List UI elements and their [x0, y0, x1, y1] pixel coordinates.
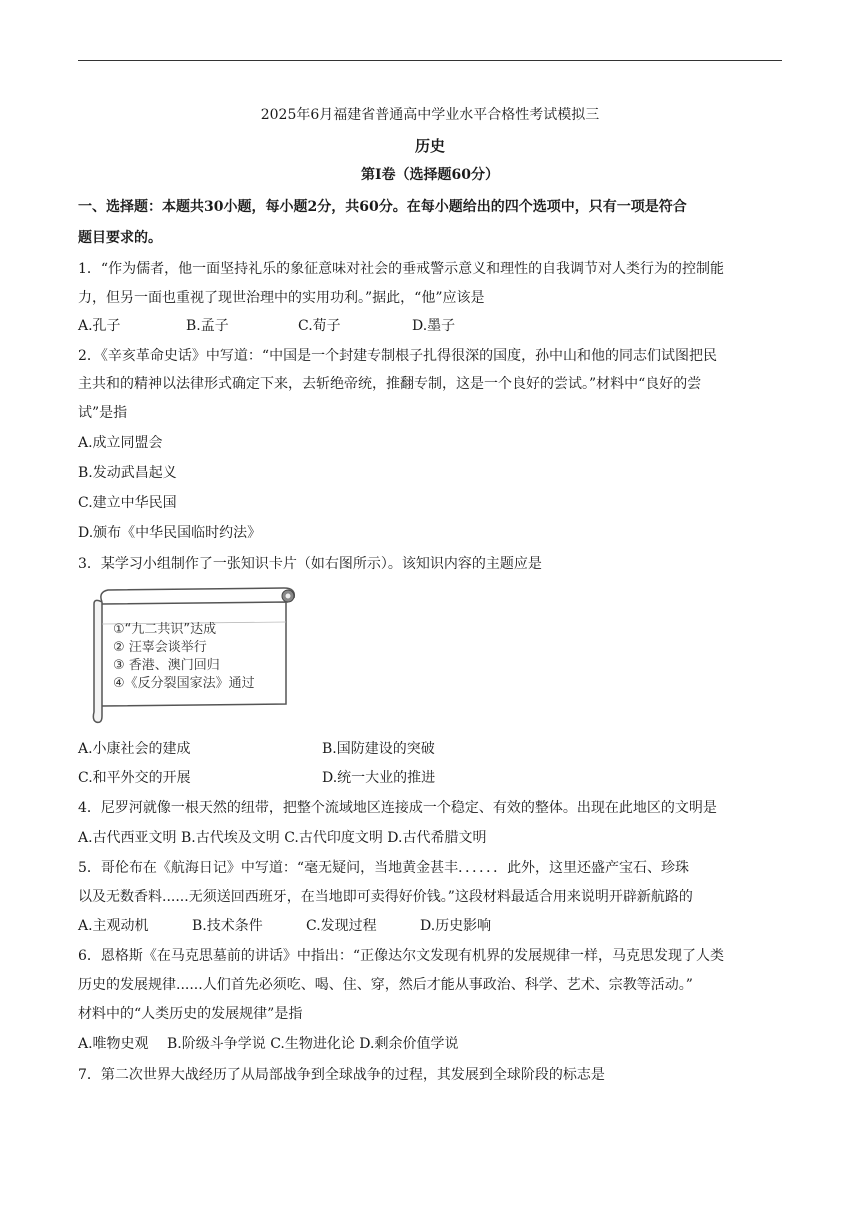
card-item-2: ② 汪辜会谈举行	[113, 640, 207, 655]
q3-option-b: B.国防建设的突破	[322, 741, 435, 757]
q5-stem-line-1: 5．哥伦布在《航海日记》中写道：“毫无疑问，当地黄金甚丰．．．．．．此外，这里还盛产宝石、珍珠	[78, 860, 690, 876]
q5-stem-line-2: 以及无数香料......无须送回西班牙，在当地即可卖得好价钱。”这段材料最适合用来说明开辟新航路的	[78, 889, 693, 905]
subject-title: 历史	[414, 137, 445, 155]
q6-options: A.唯物史观 B.阶级斗争学说 C.生物进化论 D.剩余价值学说	[78, 1036, 459, 1052]
q2-option-c: C.建立中华民国	[78, 495, 177, 511]
q5-option-b: B.技术条件	[192, 918, 263, 934]
q7-stem: 7．第二次世界大战经历了从局部战争到全球战争的过程，其发展到全球阶段的标志是	[78, 1067, 605, 1083]
instructions-line-2: 题目要求的。	[78, 230, 162, 246]
q3-option-c: C.和平外交的开展	[78, 770, 191, 786]
q1-option-b: B.孟子	[186, 318, 229, 334]
knowledge-card-content	[113, 621, 255, 693]
q6-stem-line-3: 材料中的“人类历史的发展规律”是指	[78, 1006, 303, 1022]
q2-option-d: D.颁布《中华民国临时约法》	[78, 525, 262, 541]
q1-stem-line-1: 1．“作为儒者，他一面坚持礼乐的象征意味对社会的垂戒警示意义和理性的自我调节对人类行为的控制能	[78, 261, 725, 277]
q6-stem-line-2: 历史的发展规律......人们首先必须吃、喝、住、穿，然后才能从事政治、科学、艺术、宗教等活动。”	[78, 977, 693, 993]
q1-option-c: C.荀子	[298, 318, 341, 334]
q1-option-a: A.孔子	[78, 318, 121, 334]
q3-option-a: A.小康社会的建成	[78, 741, 191, 757]
q4-options: A.古代西亚文明 B.古代埃及文明 C.古代印度文明 D.古代希腊文明	[78, 830, 487, 846]
q2-option-a: A.成立同盟会	[78, 435, 163, 451]
q1-option-d: D.墨子	[412, 318, 456, 334]
section-title: 第Ⅰ卷（选择题60分）	[360, 167, 500, 183]
q2-stem-line-1: 2．《辛亥革命史话》中写道：“中国是一个封建专制根子扎得很深的国度，孙中山和他的同志们试图把民	[78, 348, 718, 364]
instructions-line-1: 一、选择题：本题共30小题，每小题2分，共60分。在每小题给出的四个选项中，只有一项是符合	[78, 199, 687, 215]
q5-option-c: C.发现过程	[306, 918, 377, 934]
exam-title: 2025年6月福建省普通高中学业水平合格性考试模拟三	[260, 107, 600, 123]
q2-stem-line-2: 主共和的精神以法律形式确定下来，去斩绝帝统，推翻专制，这是一个良好的尝试。”材料中“良好的尝	[78, 376, 702, 392]
card-item-3: ③ 香港、澳门回归	[113, 658, 220, 673]
q3-stem: 3．某学习小组制作了一张知识卡片（如右图所示）。该知识内容的主题应是	[78, 556, 542, 572]
q3-option-d: D.统一大业的推进	[322, 770, 436, 786]
q6-stem-line-1: 6．恩格斯《在马克思墓前的讲话》中指出：“正像达尔文发现有机界的发展规律一样，马克思发现了人类	[78, 948, 725, 964]
card-item-1: ①“九二共识”达成	[113, 622, 217, 637]
q4-stem: 4．尼罗河就像一根天然的纽带，把整个流域地区连接成一个稳定、有效的整体。出现在此地区的文明是	[78, 800, 717, 816]
q1-stem-line-2: 力，但另一面也重视了现世治理中的实用功利。”据此，“他”应该是	[78, 290, 485, 306]
card-item-4: ④《反分裂国家法》通过	[113, 676, 255, 691]
top-rule	[78, 60, 782, 61]
q2-stem-line-3: 试”是指	[78, 405, 128, 421]
q5-option-d: D.历史影响	[420, 918, 492, 934]
q5-option-a: A.主观动机	[78, 918, 149, 934]
q2-option-b: B.发动武昌起义	[78, 465, 177, 481]
